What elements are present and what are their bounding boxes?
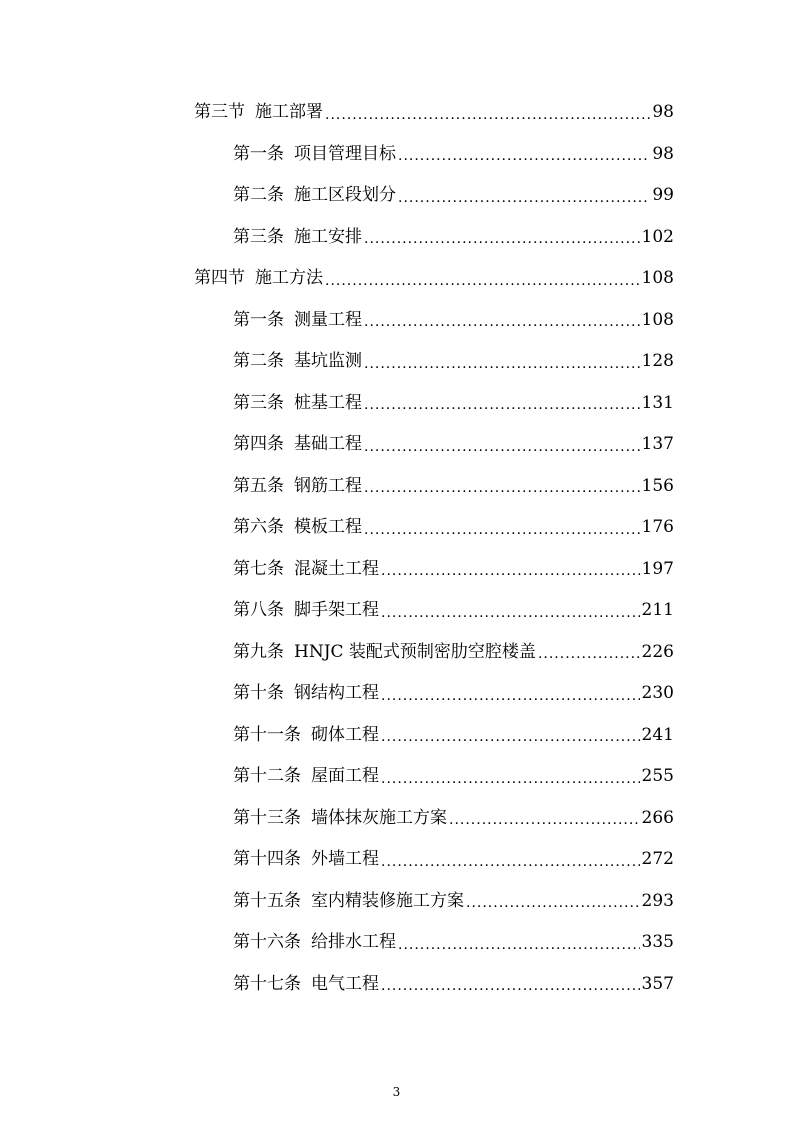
- toc-leader-dots: [364, 398, 640, 424]
- toc-entry-number: 第三条: [233, 392, 284, 413]
- toc-entry-number: 第三节: [194, 102, 245, 123]
- toc-entry[interactable]: [0, 300, 674, 342]
- toc-entry-page: 335: [641, 932, 674, 953]
- toc-entry[interactable]: [0, 798, 674, 840]
- toc-entry-number: 第一条: [233, 143, 284, 164]
- toc-entry-title: 施工区段划分: [294, 185, 396, 206]
- toc-leader-dots: [364, 481, 640, 507]
- toc-entry[interactable]: [0, 881, 674, 923]
- toc-entry[interactable]: [0, 549, 674, 591]
- toc-entry-page: 197: [641, 558, 674, 579]
- toc-entry-number: 第十条: [233, 683, 284, 704]
- toc-leader-dots: [381, 606, 640, 632]
- toc-entry-page: 230: [641, 683, 674, 704]
- toc-entry-number: 第二条: [233, 185, 284, 206]
- toc-entry-page: 99: [652, 185, 674, 206]
- toc-leader-dots: [449, 813, 640, 839]
- toc-leader-dots: [364, 440, 640, 466]
- toc-entry-page: 357: [641, 973, 674, 994]
- toc-entry-number: 第十一条: [233, 724, 301, 745]
- table-of-contents: [0, 92, 793, 1005]
- toc-entry-title: 施工方法: [255, 268, 323, 289]
- toc-leader-dots: [364, 357, 640, 383]
- toc-entry-title: 砌体工程: [311, 724, 379, 745]
- toc-entry-title: 脚手架工程: [294, 600, 379, 621]
- toc-entry-number: 第四节: [194, 268, 245, 289]
- toc-leader-dots: [538, 647, 640, 673]
- toc-entry-title: 室内精装修施工方案: [311, 890, 464, 911]
- toc-entry[interactable]: [0, 258, 674, 300]
- toc-entry-title: 给排水工程: [311, 932, 396, 953]
- toc-leader-dots: [325, 108, 650, 134]
- toc-entry[interactable]: [0, 673, 674, 715]
- toc-entry-title: 钢筋工程: [294, 475, 362, 496]
- toc-entry-number: 第十五条: [233, 890, 301, 911]
- toc-entry-page: 98: [652, 102, 674, 123]
- toc-entry[interactable]: [0, 590, 674, 632]
- toc-entry-page: 211: [641, 600, 674, 621]
- toc-entry[interactable]: [0, 217, 674, 259]
- toc-entry-title: 施工安排: [294, 226, 362, 247]
- toc-entry-title: 施工部署: [255, 102, 323, 123]
- toc-entry-number: 第九条: [233, 641, 284, 662]
- toc-entry-page: 255: [641, 766, 674, 787]
- toc-leader-dots: [381, 689, 640, 715]
- toc-entry-title: 电气工程: [311, 973, 379, 994]
- toc-entry-title: 项目管理目标: [294, 143, 396, 164]
- toc-entry-number: 第一条: [233, 309, 284, 330]
- toc-entry-number: 第二条: [233, 351, 284, 372]
- toc-entry-page: 137: [641, 434, 674, 455]
- toc-entry-page: 108: [641, 309, 674, 330]
- toc-entry-title: HNJC 装配式预制密肋空腔楼盖: [294, 641, 536, 662]
- toc-entry[interactable]: [0, 632, 674, 674]
- toc-entry-title: 测量工程: [294, 309, 362, 330]
- toc-entry-page: 226: [641, 641, 674, 662]
- toc-entry-title: 桩基工程: [294, 392, 362, 413]
- toc-entry-title: 基础工程: [294, 434, 362, 455]
- toc-entry-page: 266: [641, 807, 674, 828]
- page-number: 3: [392, 1085, 401, 1099]
- toc-entry-number: 第十四条: [233, 849, 301, 870]
- toc-leader-dots: [325, 274, 640, 300]
- toc-entry-page: 241: [641, 724, 674, 745]
- toc-entry-page: 176: [641, 517, 674, 538]
- toc-entry-page: 156: [641, 475, 674, 496]
- toc-entry-title: 混凝土工程: [294, 558, 379, 579]
- toc-leader-dots: [466, 896, 640, 922]
- toc-leader-dots: [398, 149, 650, 175]
- toc-entry[interactable]: [0, 756, 674, 798]
- toc-leader-dots: [364, 523, 640, 549]
- toc-entry-page: 128: [641, 351, 674, 372]
- toc-entry-number: 第八条: [233, 600, 284, 621]
- toc-leader-dots: [381, 564, 640, 590]
- toc-entry-page: 102: [641, 226, 674, 247]
- toc-entry[interactable]: [0, 964, 674, 1006]
- toc-leader-dots: [364, 315, 640, 341]
- toc-leader-dots: [364, 232, 640, 258]
- toc-entry-number: 第十二条: [233, 766, 301, 787]
- toc-leader-dots: [381, 855, 640, 881]
- toc-entry-page: 293: [641, 890, 674, 911]
- toc-entry-title: 墙体抹灰施工方案: [311, 807, 447, 828]
- toc-entry[interactable]: [0, 92, 674, 134]
- toc-entry-title: 外墙工程: [311, 849, 379, 870]
- toc-entry-title: 屋面工程: [311, 766, 379, 787]
- toc-entry-number: 第七条: [233, 558, 284, 579]
- toc-entry-page: 272: [641, 849, 674, 870]
- toc-leader-dots: [398, 938, 640, 964]
- toc-leader-dots: [381, 979, 640, 1005]
- toc-entry-page: 98: [652, 143, 674, 164]
- toc-entry[interactable]: [0, 424, 674, 466]
- toc-entry-title: 基坑监测: [294, 351, 362, 372]
- toc-entry-number: 第四条: [233, 434, 284, 455]
- toc-entry-number: 第十六条: [233, 932, 301, 953]
- toc-entry-title: 模板工程: [294, 517, 362, 538]
- toc-entry[interactable]: [0, 507, 674, 549]
- toc-entry-title: 钢结构工程: [294, 683, 379, 704]
- toc-entry[interactable]: [0, 715, 674, 757]
- toc-leader-dots: [381, 730, 640, 756]
- toc-entry-page: 108: [641, 268, 674, 289]
- toc-entry[interactable]: [0, 341, 674, 383]
- toc-entry-number: 第三条: [233, 226, 284, 247]
- toc-leader-dots: [381, 772, 640, 798]
- toc-entry[interactable]: [0, 134, 674, 176]
- toc-entry[interactable]: [0, 383, 674, 425]
- toc-entry-number: 第十三条: [233, 807, 301, 828]
- toc-leader-dots: [398, 191, 650, 217]
- toc-entry-number: 第六条: [233, 517, 284, 538]
- toc-entry[interactable]: [0, 839, 674, 881]
- toc-entry-number: 第十七条: [233, 973, 301, 994]
- toc-entry-page: 131: [641, 392, 674, 413]
- toc-entry-number: 第五条: [233, 475, 284, 496]
- toc-entry[interactable]: [0, 922, 674, 964]
- toc-entry[interactable]: [0, 175, 674, 217]
- toc-entry[interactable]: [0, 466, 674, 508]
